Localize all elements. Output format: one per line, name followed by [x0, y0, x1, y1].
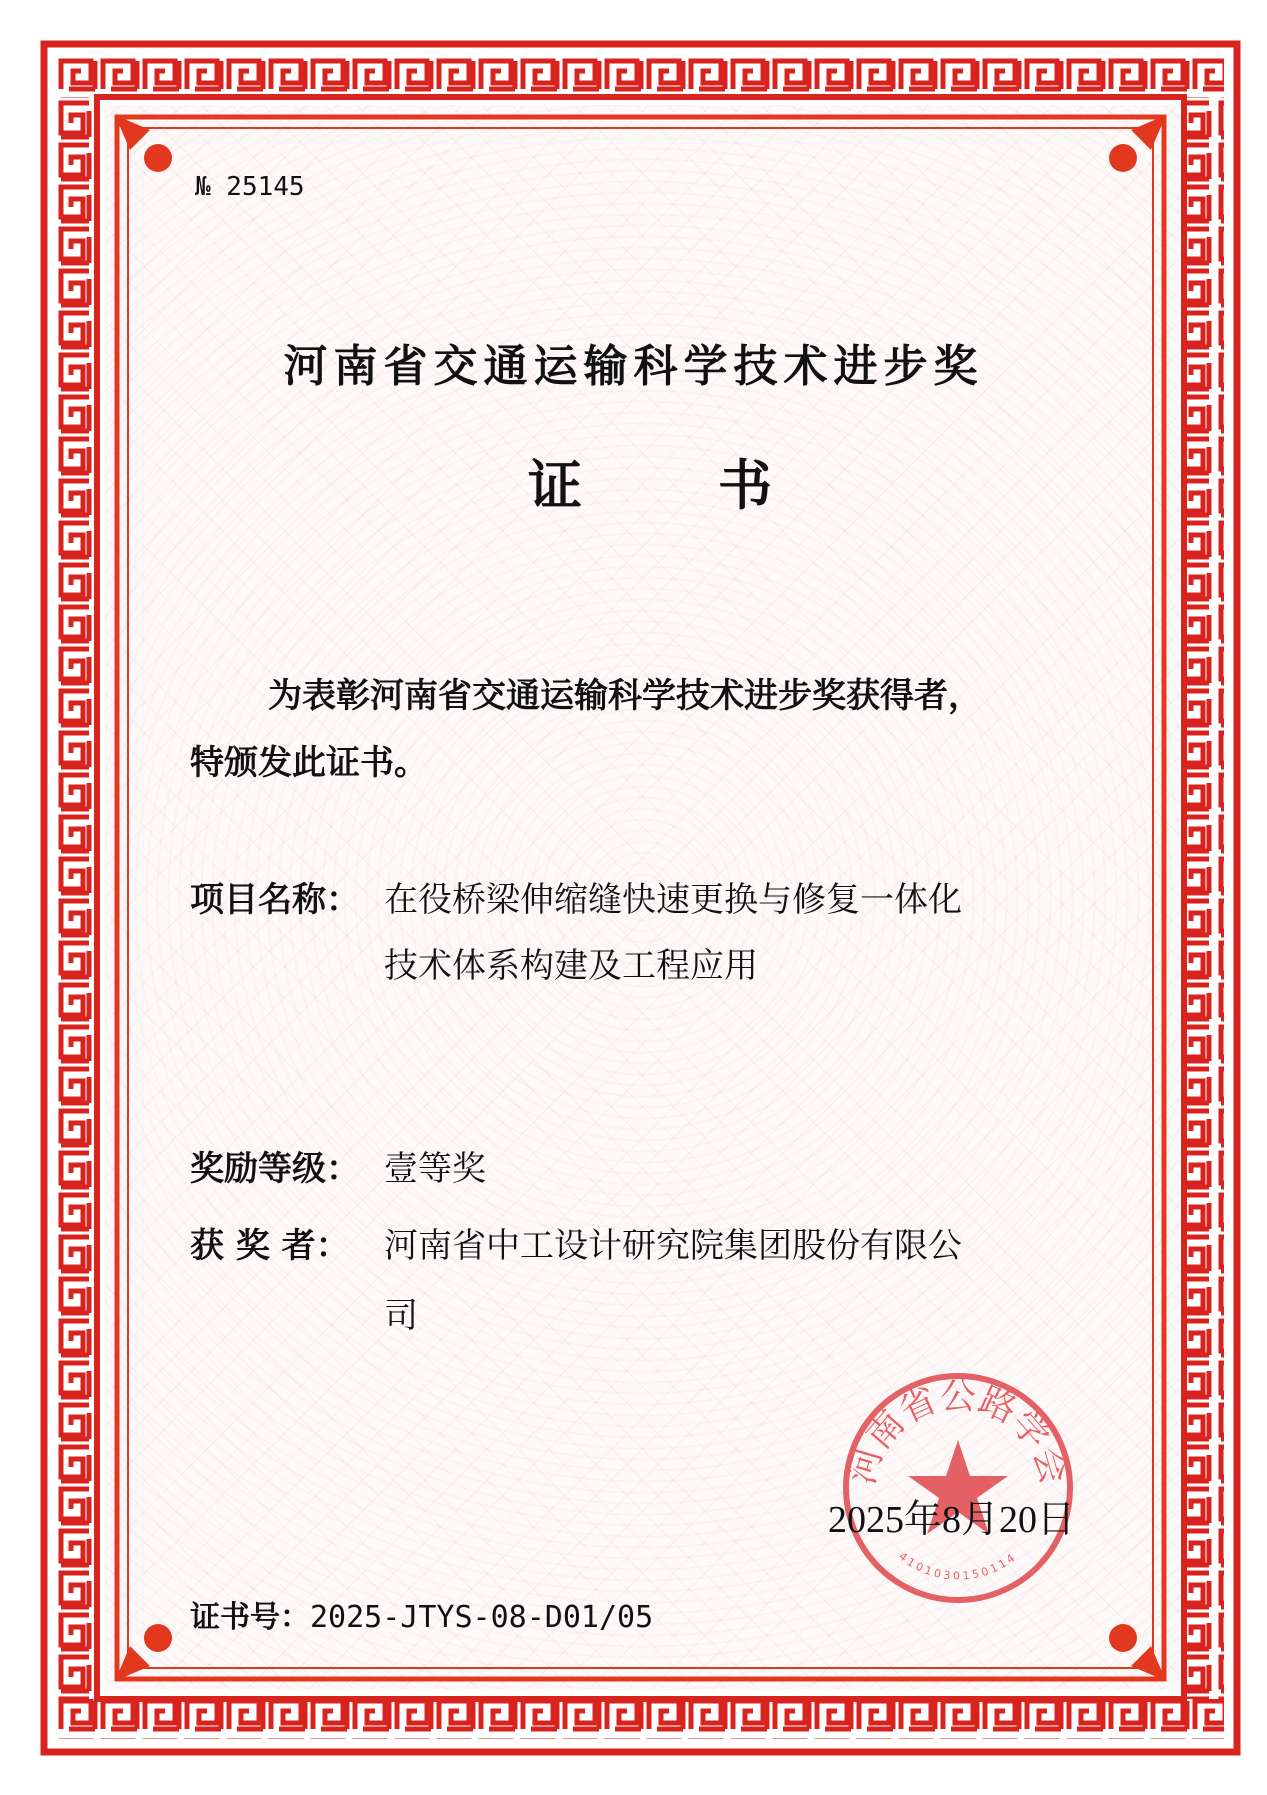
certificate-number: [190, 1592, 653, 1636]
subtitle-char-2: 书: [718, 454, 772, 517]
certificate-number-label: 证书号：: [190, 1600, 310, 1635]
project-label: 项目名称：: [190, 880, 360, 920]
intro-line-1: 为表彰河南省交通运输科学技术进步奖获得者，: [268, 676, 982, 716]
certificate-serial-number: № 25145: [195, 172, 305, 202]
seal-name: 河南省公路学会: [841, 1376, 1075, 1489]
certificate-number-value: 2025-JTYS-08-D01/05: [310, 1600, 654, 1635]
intro-line-2: 特颁发此证书。: [190, 743, 428, 783]
issue-date: 2025年8月20日: [828, 1499, 1076, 1541]
level-value: 壹等奖: [384, 1149, 486, 1189]
project-value-line-1: 在役桥梁伸缩缝快速更换与修复一体化: [384, 880, 962, 920]
winner-label: 获 奖 者：: [190, 1226, 350, 1266]
seal-code: 4101030150114: [896, 1549, 1020, 1583]
svg-text:4101030150114: [896, 1550, 1019, 1583]
winner-value-line-2: 司: [384, 1296, 418, 1336]
subtitle-char-1: 证: [528, 454, 582, 517]
certificate-title: 河南省交通运输科学技术进步奖: [283, 341, 984, 392]
project-value-line-2: 技术体系构建及工程应用: [384, 946, 758, 986]
winner-value-line-1: 河南省中工设计研究院集团股份有限公: [384, 1226, 962, 1266]
level-label: 奖励等级：: [190, 1149, 360, 1189]
